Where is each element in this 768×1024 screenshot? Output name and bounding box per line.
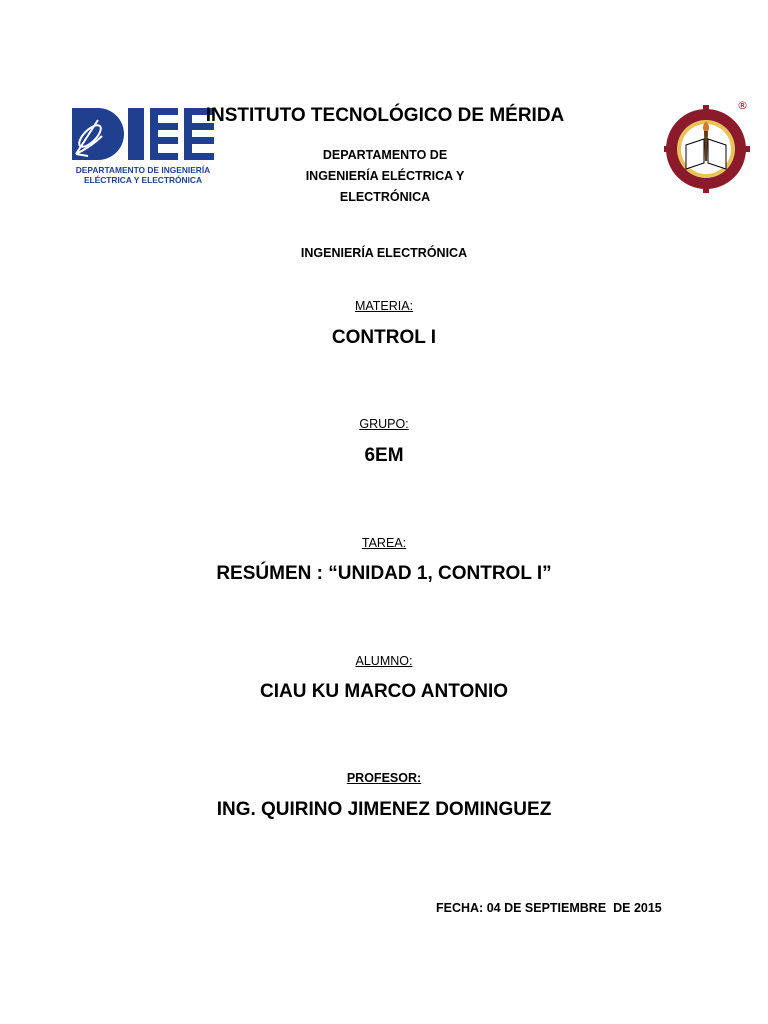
career-name: INGENIERÍA ELECTRÓNICA bbox=[300, 246, 468, 260]
department-line1: DEPARTAMENTO DE bbox=[322, 148, 448, 162]
diee-logo-caption bbox=[68, 165, 218, 185]
diee-caption-line2: ELÉCTRICA Y ELECTRÓNICA bbox=[83, 175, 203, 185]
department-line3: ELECTRÓNICA bbox=[339, 190, 431, 204]
alumno-label: ALUMNO: bbox=[355, 654, 413, 668]
diee-caption-line1: DEPARTAMENTO DE INGENIERÍA bbox=[75, 165, 211, 175]
alumno-value: CIAU KU MARCO ANTONIO bbox=[259, 681, 509, 702]
institute-title: INSTITUTO TECNOLÓGICO DE MÉRIDA bbox=[205, 105, 565, 126]
tarea-value: RESÚMEN : “UNIDAD 1, CONTROL I” bbox=[216, 563, 552, 584]
materia-label: MATERIA: bbox=[354, 299, 414, 313]
profesor-label: PROFESOR: bbox=[346, 771, 422, 785]
grupo-value: 6EM bbox=[364, 445, 404, 466]
registered-mark: ® bbox=[737, 99, 748, 112]
materia-value: CONTROL I bbox=[331, 327, 437, 348]
date-line: FECHA: 04 DE SEPTIEMBRE DE 2015 bbox=[436, 901, 662, 915]
itm-seal-logo bbox=[664, 99, 752, 195]
grupo-label: GRUPO: bbox=[359, 417, 409, 431]
department-name bbox=[270, 145, 500, 208]
department-line2: INGENIERÍA ELÉCTRICA Y bbox=[305, 169, 465, 183]
tarea-label: TAREA: bbox=[361, 536, 407, 550]
profesor-value: ING. QUIRINO JIMENEZ DOMINGUEZ bbox=[216, 799, 552, 820]
